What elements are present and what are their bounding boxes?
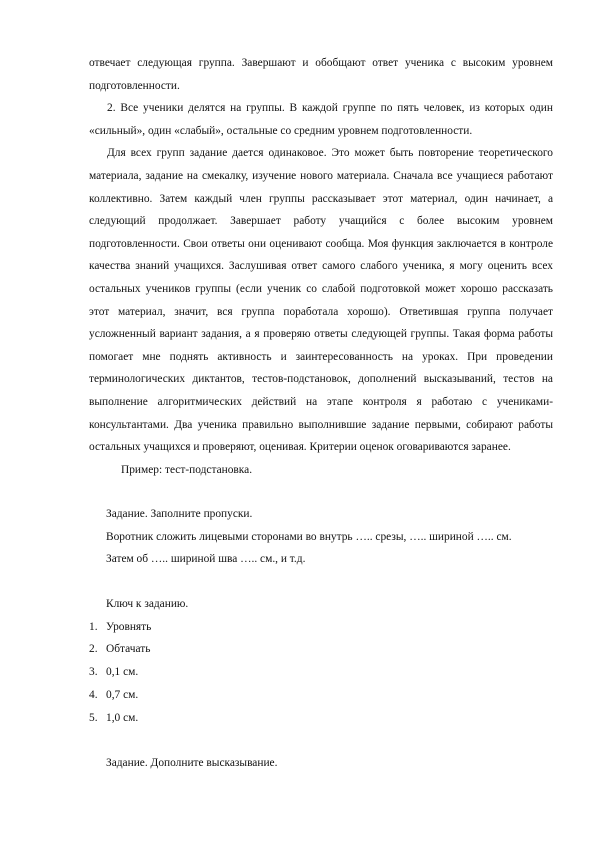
list-number: 3. <box>89 666 98 679</box>
paragraph-group-work: Для всех групп задание дается одинаковое. Это может быть повторение теоретического материала, задание на смекалку, изучение нового материала. Сначала все учащиеся работают коллективно. Затем каждый член группы рассказывает этот материал, один начинает, а следующий продолжает. Завершает работу учащийся с более высоким уровнем подготовленности. Свои ответы они оценивают сообща. Моя функция заключается в контроле качества знаний учащихся. Заслушивая ответ самого слабого ученика, я могу оценить всех остальных учеников группы (если ученик со слабой подготовкой может хорошо рассказать этот материал, значит, вся группа поработала хорошо). Ответившая группа получает усложненный вариант задания, а я проверяю ответы следующей группы. Такая форма работы помогает мне поднять активность и заинтересованность на уроках. При проведении терминологических диктантов, тестов-подстановок, дополнений высказываний, тестов на выполнение алгоритмических действий на этапе контроля я работаю с учениками-консультантами. Два ученика правильно выполнившие задание первыми, собирают работы остальных учащихся и проверяют, оценивая. Критерии оценок оговариваются заранее. <box>89 147 553 454</box>
list-number: 1. <box>89 620 98 633</box>
task-title: Задание. Дополните высказывание. <box>106 756 278 769</box>
list-text: 0,7 см. <box>106 689 139 702</box>
document-body <box>89 52 553 774</box>
example-label: Пример: тест-подстановка. <box>121 463 253 476</box>
spacer <box>89 730 553 752</box>
list-item <box>89 661 553 684</box>
key-title: Ключ к заданию. <box>106 598 189 611</box>
paragraph-continuation: отвечает следующая группа. Завершают и обобщают ответ ученика с высоким уровнем подготовленности. <box>89 57 553 92</box>
list-item <box>89 684 553 707</box>
list-item <box>89 638 553 661</box>
list-text: Обтачать <box>106 643 151 656</box>
paragraph-groups: 2. Все ученики делятся на группы. В каждой группе по пять человек, из которых один «сильный», один «слабый», остальные со средним уровнем подготовленности. <box>89 102 553 137</box>
list-text: 1,0 см. <box>106 711 139 724</box>
spacer <box>89 481 553 503</box>
spacer <box>89 571 553 593</box>
task-title: Задание. Заполните пропуски. <box>106 508 253 521</box>
list-item <box>89 616 553 639</box>
key-list <box>89 616 553 730</box>
list-item <box>89 707 553 730</box>
list-number: 4. <box>89 689 98 702</box>
task-line: Воротник сложить лицевыми сторонами во внутрь ….. срезы, ….. шириной ….. см. <box>106 530 512 543</box>
task-line: Затем об ….. шириной шва ….. см., и т.д. <box>106 553 306 566</box>
list-number: 5. <box>89 711 98 724</box>
list-text: Уровнять <box>106 620 152 633</box>
list-text: 0,1 см. <box>106 666 139 679</box>
list-number: 2. <box>89 643 98 656</box>
